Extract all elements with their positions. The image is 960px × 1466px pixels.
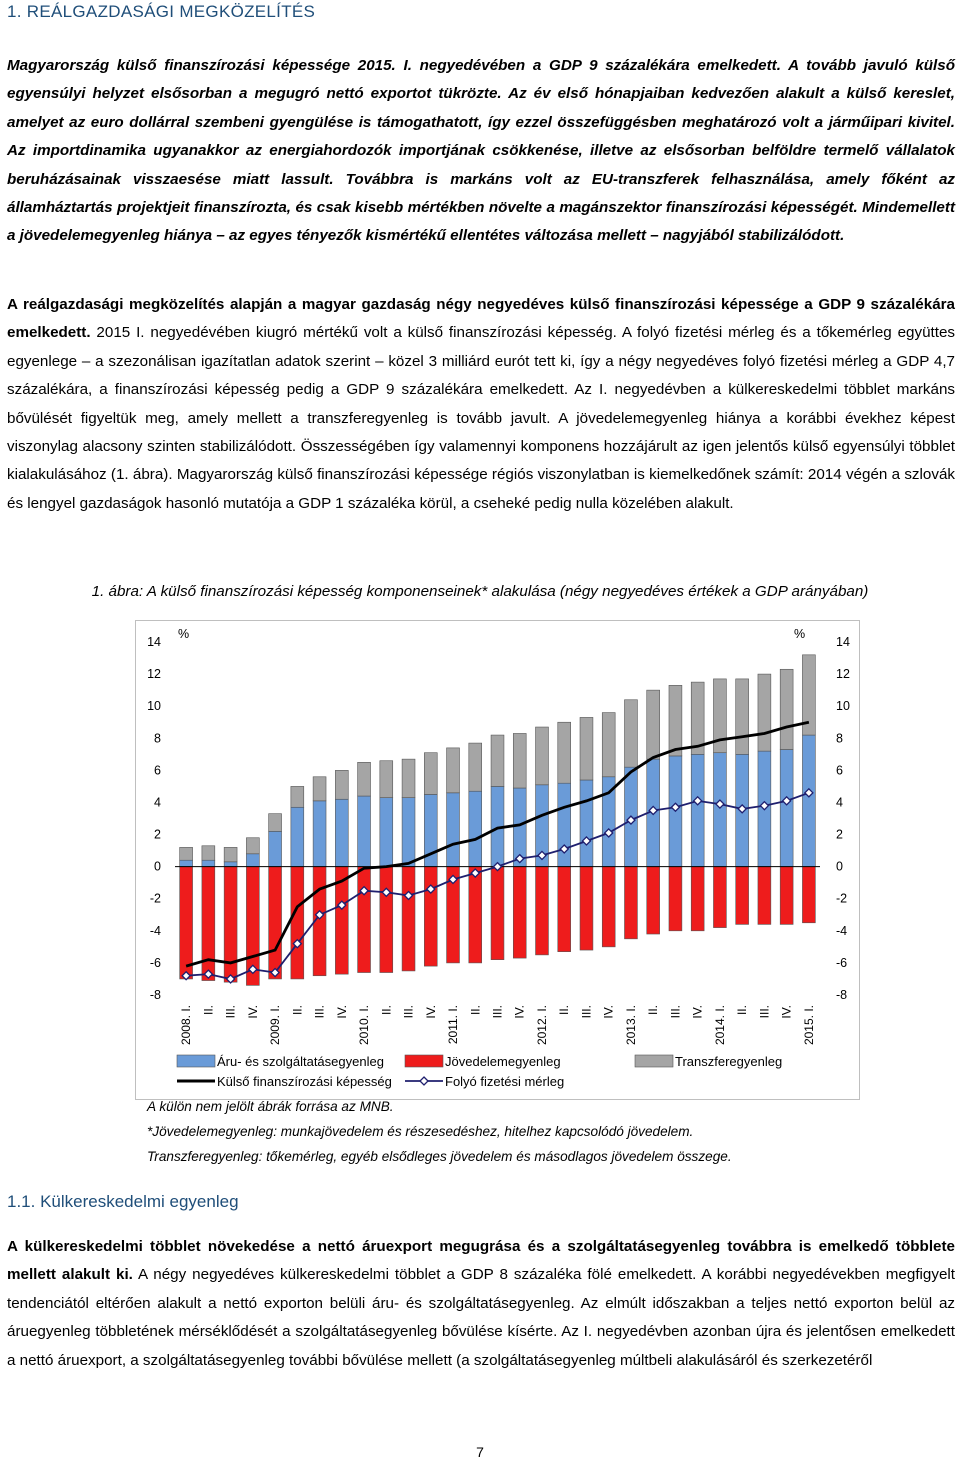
- chart-svg: [135, 620, 860, 1100]
- bar-segment: [224, 862, 237, 867]
- trade-paragraph: [7, 1233, 955, 1375]
- x-tick-label: IV.: [690, 1005, 705, 1019]
- bar-segment: [202, 846, 215, 860]
- x-tick-label: 2011. I.: [446, 1005, 461, 1045]
- x-tick-label: II.: [646, 1005, 661, 1016]
- bar-segment: [447, 793, 460, 867]
- bar-segment: [180, 847, 193, 860]
- x-tick-label: IV.: [423, 1005, 438, 1019]
- x-tick-label: IV.: [334, 1005, 349, 1019]
- bar-segment: [691, 682, 704, 754]
- x-tick-label: II.: [557, 1005, 572, 1016]
- bar-segment: [402, 867, 415, 971]
- bar-segment: [424, 753, 437, 795]
- bar-segment: [713, 753, 726, 867]
- bar-segment: [202, 860, 215, 866]
- x-tick-label: III.: [757, 1005, 772, 1019]
- x-tick-label: II.: [201, 1005, 216, 1016]
- bar-segment: [469, 791, 482, 866]
- y-tick-left: 2: [154, 827, 161, 842]
- x-tick-label: 2015. I.: [801, 1005, 816, 1046]
- y-tick-right: 14: [836, 635, 850, 649]
- legend-swatch: [177, 1055, 215, 1067]
- body-lead: A reálgazdasági megközelítés alapján a magyar gazdaság négy negyedéves külső finanszírozási képessége a GDP 9 százalékára emelkedett.: [7, 296, 955, 342]
- bar-segment: [580, 780, 593, 867]
- bar-segment: [335, 799, 348, 866]
- bar-segment: [269, 814, 282, 832]
- bar-segment: [313, 801, 326, 867]
- bar-segment: [691, 867, 704, 931]
- legend-label: Transzferegyenleg: [675, 1054, 783, 1069]
- bar-segment: [291, 807, 304, 866]
- bar-segment: [380, 798, 393, 867]
- y-tick-right: 6: [836, 763, 843, 778]
- x-tick-label: 2014. I.: [712, 1005, 727, 1046]
- x-tick-label: 2013. I.: [623, 1005, 638, 1046]
- y-tick-left: 12: [147, 667, 161, 682]
- bar-segment: [669, 867, 682, 931]
- bar-segment: [802, 867, 815, 923]
- bar-segment: [358, 762, 371, 796]
- intro-lead: Magyarország külső finanszírozási képessége 2015. I. negyedévében a GDP 9 százalékára emelkedett. A tovább javuló külső egyensúlyi helyzet elsősorban a megugró nettó exportot tükrözte.: [7, 57, 955, 103]
- y-unit-left: %: [178, 627, 190, 641]
- intro-paragraph: [7, 52, 955, 251]
- bar-segment: [491, 735, 504, 786]
- y-tick-right: -2: [836, 891, 848, 906]
- bar-segment: [180, 860, 193, 866]
- bar-segment: [246, 838, 259, 854]
- bar-segment: [647, 690, 660, 759]
- legend-swatch: [405, 1055, 443, 1067]
- figure-chart: [135, 620, 860, 1100]
- bar-segment: [558, 722, 571, 783]
- bar-segment: [713, 867, 726, 928]
- x-tick-label: IV.: [245, 1005, 260, 1019]
- bar-segment: [469, 867, 482, 963]
- body-paragraph: [7, 291, 955, 518]
- y-tick-left: 10: [147, 699, 161, 714]
- x-tick-label: III.: [401, 1005, 416, 1019]
- x-tick-label: II.: [468, 1005, 483, 1016]
- y-tick-left: 6: [154, 763, 161, 778]
- bar-segment: [380, 867, 393, 973]
- intro-rest: Az év első hónapjaiban kedvezően alakult a külső kereslet, amelyet az euro dollárral szembeni gyengülése is támogathatott, így ezzel összefüggésben meghatározó volt a járműipari kivitel. Az importdinamika ugyanakkor az energiahordozók importjának csökkenése, illetve az elsősorban belföldre termelő vállalatok beruházásainak visszaesése miatt lassult. Továbbra is markáns volt az EU-transzferek felhasználása, amely főként az államháztartás projektjeit finanszírozta, és csak kisebb mértékben növelte a magánszektor finanszírozási képességét. Mindemellett a jövedelemegyenleg hiánya – az egyes tényezők kismértékű ellentétes változása mellett – nagyjából stabilizálódott.: [7, 85, 955, 245]
- y-unit-right: %: [794, 627, 806, 641]
- bar-segment: [558, 783, 571, 866]
- bar-segment: [624, 700, 637, 767]
- y-tick-left: 0: [154, 859, 161, 874]
- legend-label: Áru- és szolgáltatásegyenleg: [217, 1054, 384, 1069]
- x-tick-label: IV.: [512, 1005, 527, 1019]
- bar-segment: [624, 867, 637, 939]
- bar-segment: [669, 685, 682, 756]
- x-tick-label: III.: [223, 1005, 238, 1019]
- bar-segment: [246, 854, 259, 867]
- x-tick-label: II.: [735, 1005, 750, 1016]
- x-tick-label: IV.: [779, 1005, 794, 1019]
- bar-segment: [269, 867, 282, 979]
- bar-segment: [602, 867, 615, 947]
- bar-segment: [780, 750, 793, 867]
- bar-segment: [736, 867, 749, 925]
- bar-segment: [180, 867, 193, 979]
- bar-segment: [447, 748, 460, 793]
- figure-caption: 1. ábra: A külső finanszírozási képesség komponenseinek* alakulása (négy negyedéves értékek a GDP arányában): [91, 583, 869, 600]
- bar-segment: [491, 867, 504, 960]
- bar-segment: [513, 733, 526, 788]
- x-tick-label: III.: [490, 1005, 505, 1019]
- body-text: 2015 I. negyedévében kiugró mértékű volt a külső finanszírozási képesség. A folyó fizetési mérleg és a tőkemérleg együttes egyenlege – a szezonálisan igazítatlan adatok szerint – közel 3 milliárd eurót tett ki, így a négy negyedéves folyó fizetési mérleg a GDP 4,7 százalékára, a finanszírozási képesség pedig a GDP 9 százalékára emelkedett. Az I. negyedévben a külkereskedelmi többlet markáns bővülését figyeltük meg, amely mellett a transzferegyenleg is tovább javult. A jövedelemegyenleg hiánya a korábbi évekhez képest viszonylag alacsony szinten stabilizálódott. Összességében így valamennyi komponens hozzájárult az igen jelentős külső egyensúlyi többlet kialakulásához (1. ábra). Magyarország külső finanszírozási képessége régiós viszonylatban is kiemelkedőnek számít: 2014 végén a szlovák és lengyel gazdaságok hasonló mutatója a GDP 1 százaléka körül, a cseheké pedig nulla közelében alakult.: [7, 324, 955, 512]
- bar-segment: [536, 867, 549, 955]
- bar-segment: [269, 831, 282, 866]
- bar-segment: [358, 867, 371, 973]
- bar-segment: [758, 674, 771, 751]
- subsection-heading: 1.1. Külkereskedelmi egyenleg: [7, 1192, 239, 1211]
- bar-segment: [358, 796, 371, 867]
- bar-segment: [224, 867, 237, 983]
- y-tick-left: -8: [149, 988, 161, 1002]
- y-tick-left: -2: [149, 891, 161, 906]
- legend-label: Folyó fizetési mérleg: [445, 1074, 565, 1089]
- x-tick-label: II.: [290, 1005, 305, 1016]
- bar-segment: [536, 727, 549, 785]
- footnote-income: *Jövedelemegyenleg: munkajövedelem és részesedéshez, hitelhez kapcsolódó jövedelem.: [147, 1124, 694, 1139]
- bar-segment: [224, 847, 237, 861]
- section-heading: 1. REÁLGAZDASÁGI MEGKÖZELÍTÉS: [7, 2, 316, 21]
- x-tick-label: 2009. I.: [268, 1005, 283, 1046]
- bar-segment: [580, 717, 593, 780]
- bar-segment: [402, 798, 415, 867]
- bar-segment: [424, 867, 437, 966]
- bar-segment: [380, 761, 393, 798]
- bar-segment: [736, 679, 749, 754]
- bar-segment: [802, 735, 815, 867]
- y-tick-right: -6: [836, 955, 848, 970]
- y-tick-left: -6: [149, 955, 161, 970]
- y-tick-right: 4: [836, 795, 843, 810]
- x-tick-label: III.: [579, 1005, 594, 1019]
- bar-segment: [402, 759, 415, 798]
- bar-segment: [558, 867, 571, 952]
- bar-segment: [335, 770, 348, 799]
- bar-segment: [758, 867, 771, 925]
- bar-segment: [513, 867, 526, 958]
- x-tick-label: 2010. I.: [357, 1005, 372, 1046]
- bar-segment: [291, 786, 304, 807]
- y-tick-left: -4: [149, 923, 161, 938]
- y-tick-right: 2: [836, 827, 843, 842]
- bar-segment: [291, 867, 304, 979]
- trade-text: A négy negyedéves külkereskedelmi többlet a GDP 8 százaléka fölé emelkedett. A korábbi negyedévekben megfigyelt tendenciától eltérően alakult a nettó exporton belüli áru- és szolgáltatásegyenleg. Az elmúlt időszakban a teljes nettó exporton belül az áruegyenleg többletének mérséklődését a szolgáltatásegyenleg bővülése kísérte. Az I. negyedévben azonban újra és jelentősen emelkedett a nettó áruexport, a szolgáltatásegyenleg további bővülése mellett (a szolgáltatásegyenleg múltbeli alakulásáról és szerkezetéről: [7, 1266, 955, 1369]
- source-note: A külön nem jelölt ábrák forrása az MNB.: [147, 1099, 394, 1114]
- bar-segment: [313, 777, 326, 801]
- x-tick-label: III.: [312, 1005, 327, 1019]
- y-tick-left: 14: [147, 635, 161, 649]
- bar-segment: [780, 867, 793, 925]
- x-tick-label: III.: [668, 1005, 683, 1019]
- x-tick-label: 2012. I.: [534, 1005, 549, 1046]
- bar-segment: [602, 713, 615, 777]
- bar-segment: [580, 867, 593, 950]
- page-number: 7: [476, 1444, 484, 1460]
- y-tick-left: 4: [154, 795, 161, 810]
- y-tick-right: 10: [836, 699, 850, 714]
- y-tick-right: 12: [836, 667, 850, 682]
- bar-segment: [691, 754, 704, 866]
- y-tick-right: 0: [836, 859, 843, 874]
- legend-label: Jövedelemegyenleg: [445, 1054, 561, 1069]
- legend-swatch: [635, 1055, 673, 1067]
- x-tick-label: II.: [379, 1005, 394, 1016]
- bar-segment: [469, 743, 482, 791]
- y-tick-right: 8: [836, 731, 843, 746]
- y-tick-right: -4: [836, 923, 848, 938]
- bar-segment: [202, 867, 215, 981]
- footnote-transfer: Transzferegyenleg: tőkemérleg, egyéb elsődleges jövedelem és másodlagos jövedelem összege.: [147, 1149, 732, 1164]
- trade-lead: A külkereskedelmi többlet növekedése a nettó áruexport megugrása és a szolgáltatásegyenleg továbbra is emelkedő többlete mellett alakult ki.: [7, 1238, 955, 1284]
- bar-segment: [647, 867, 660, 934]
- y-tick-right: -8: [836, 988, 848, 1002]
- x-tick-label: 2008. I.: [179, 1005, 194, 1046]
- bar-segment: [780, 669, 793, 749]
- legend-label: Külső finanszírozási képesség: [217, 1074, 392, 1089]
- x-tick-label: IV.: [601, 1005, 616, 1019]
- y-tick-left: 8: [154, 731, 161, 746]
